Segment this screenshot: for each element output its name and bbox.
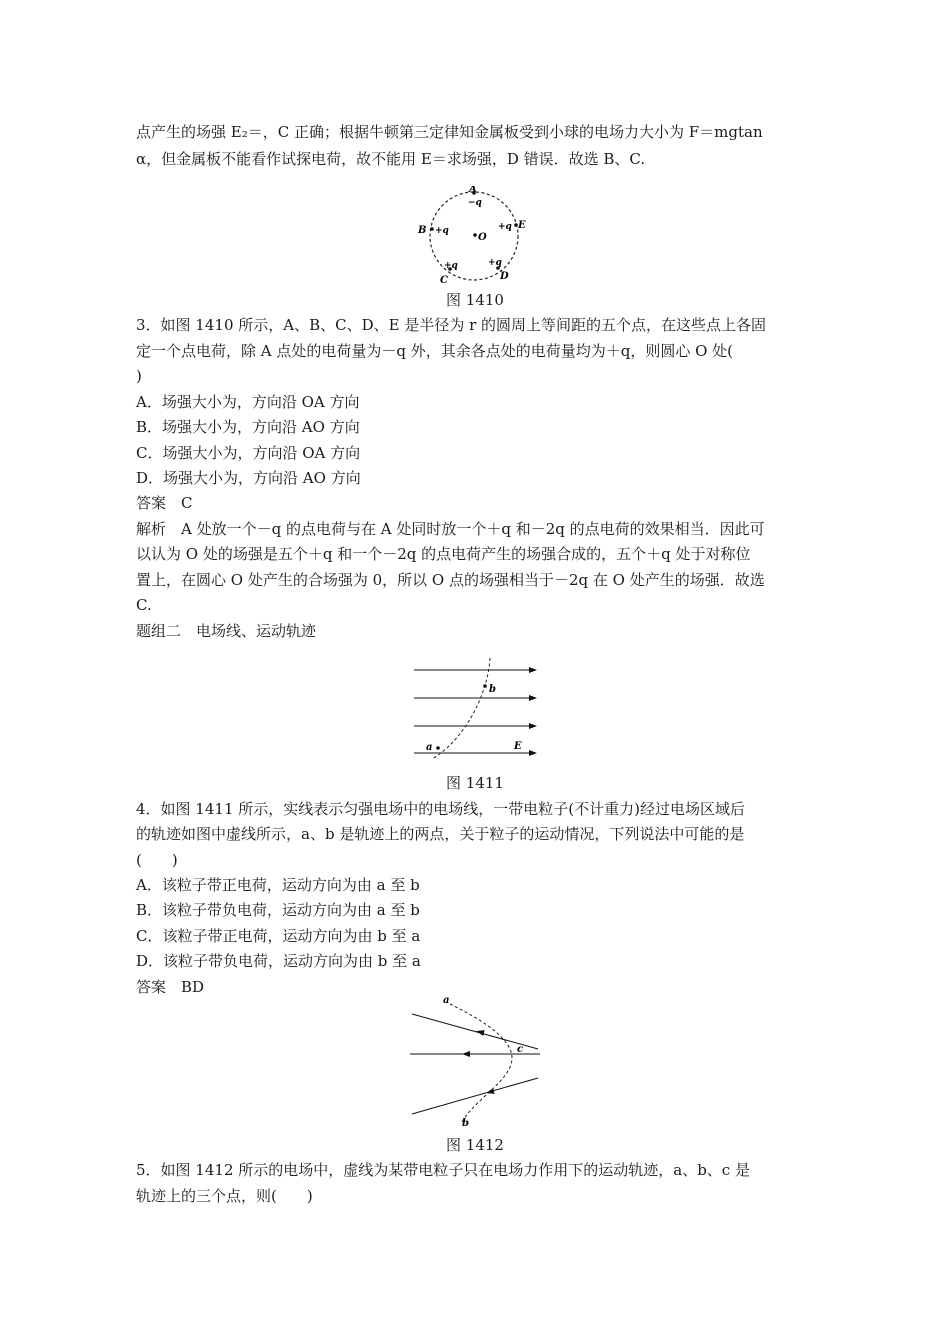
trajectory-dashed [450, 1004, 512, 1122]
q4-line-1: 4．如图 1411 所示，实线表示匀强电场中的电场线，一带电粒子(不计重力)经过电场区域后 [136, 800, 745, 818]
label-B: B [418, 225, 427, 236]
point-O [473, 233, 477, 237]
q4-option-b: B．该粒子带负电荷，运动方向为由 a 至 b [136, 901, 420, 919]
label-b: b [462, 1118, 469, 1128]
point-b [483, 684, 487, 688]
q5-line-2: 轨迹上的三个点，则( ) [136, 1187, 313, 1205]
label-b: b [489, 684, 496, 695]
q3-line-2: 定一个点电荷，除 A 点处的电荷量为－q 外，其余各点处的电荷量均为＋q，则圆心 O 处( [136, 342, 734, 360]
label-a: a [426, 742, 433, 753]
label-a: a [443, 995, 450, 1006]
q5-line-1: 5．如图 1412 所示的电场中，虚线为某带电粒子只在电场力作用下的运动轨迹，a、b、c 是 [136, 1161, 750, 1179]
q3-analysis-1: 解析 A 处放一个－q 的点电荷与在 A 处同时放一个＋q 和－2q 的点电荷的效果相当．因此可 [136, 520, 765, 538]
label-E: E [518, 220, 526, 231]
q4-option-a: A．该粒子带正电荷，运动方向为由 a 至 b [136, 876, 420, 894]
q3-option-d: D．场强大小为，方向沿 AO 方向 [136, 469, 361, 487]
q4-option-c: C．该粒子带正电荷，运动方向为由 b 至 a [136, 927, 421, 945]
caption-1412: 图 1412 [446, 1136, 504, 1154]
label-C: C [440, 275, 448, 286]
caption-1410: 图 1410 [446, 291, 504, 309]
q3-line-1: 3．如图 1410 所示，A、B、C、D、E 是半径为 r 的圆周上等间距的五个点，在这些点上各固 [136, 316, 767, 334]
q4-option-d: D．该粒子带负电荷，运动方向为由 b 至 a [136, 952, 421, 970]
field-line-bottom [412, 1078, 538, 1114]
figure-1411 [408, 656, 548, 760]
figure-1412 [404, 994, 550, 1128]
q3-answer: 答案 C [136, 494, 193, 512]
point-a [436, 746, 440, 750]
label-E: E [514, 741, 522, 752]
label-B-charge: +q [435, 226, 449, 236]
q3-analysis-2: 以认为 O 处的场强是五个＋q 和一个－2q 的点电荷产生的场强合成的，五个＋q 处于对称位 [136, 545, 751, 563]
q3-option-a: A．场强大小为，方向沿 OA 方向 [136, 393, 360, 411]
trajectory-dashed [432, 658, 490, 759]
label-c: c [517, 1044, 524, 1055]
group2-title: 题组二 电场线、运动轨迹 [136, 622, 317, 640]
q4-line-3: ( ) [136, 851, 178, 869]
label-minus-q: −q [468, 198, 482, 208]
q4-line-2: 的轨迹如图中虚线所示，a、b 是轨迹上的两点，关于粒子的运动情况，下列说法中可能的是 [136, 825, 745, 843]
label-D: D [500, 271, 509, 282]
label-E-charge: +q [498, 222, 512, 232]
caption-1411: 图 1411 [446, 774, 504, 792]
figure-1410 [410, 186, 540, 290]
label-D-charge: +q [488, 258, 502, 268]
q3-line-3: ) [136, 367, 142, 385]
label-A: A [469, 186, 477, 195]
intro-line-2: α，但金属板不能看作试探电荷，故不能用 E＝求场强，D 错误．故选 B、C. [136, 150, 646, 168]
q3-analysis-3: 置上，在圆心 O 处产生的合场强为 0，所以 O 点的场强相当于－2q 在 O 处产生的场强．故选 [136, 571, 765, 589]
q3-option-b: B．场强大小为，方向沿 AO 方向 [136, 418, 360, 436]
intro-line-1: 点产生的场强 E₂＝，C 正确；根据牛顿第三定律知金属板受到小球的电场力大小为 F＝mgtan [136, 123, 763, 141]
label-C-charge: +q [444, 261, 458, 271]
q3-analysis-4: C. [136, 596, 152, 614]
point-B [430, 227, 434, 231]
label-O: O [478, 232, 487, 243]
q3-option-c: C．场强大小为，方向沿 OA 方向 [136, 444, 361, 462]
q4-answer: 答案 BD [136, 978, 205, 996]
